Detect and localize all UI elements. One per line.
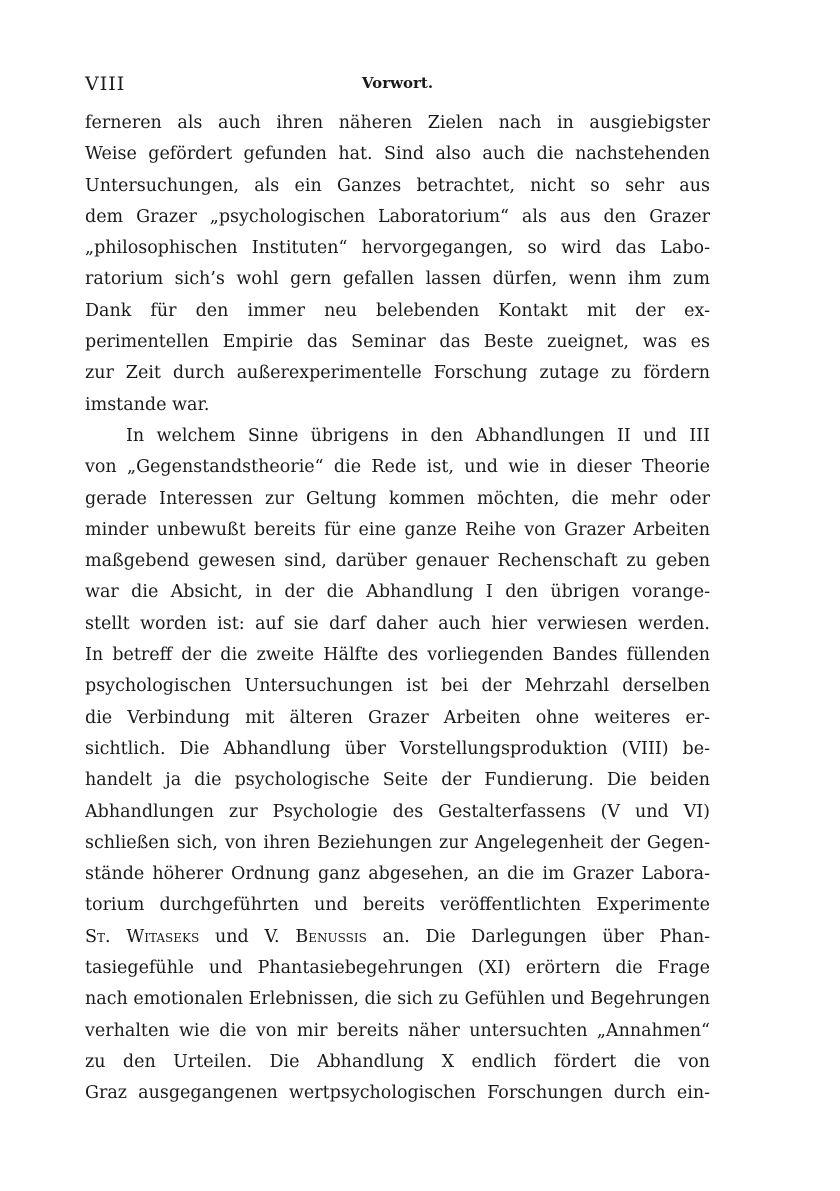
page-number: VIII: [85, 73, 126, 95]
text-line: „philosophischen Instituten“ hervorgegangen, so wird das Labo-: [85, 238, 710, 259]
text-line: Untersuchungen, als ein Ganzes betrachtet, nicht so sehr aus: [85, 175, 710, 196]
text-line: torium durchgeführten und bereits veröffentlichten Experimente: [85, 895, 710, 916]
text-line: nach emotionalen Erlebnissen, die sich zu Gefühlen und Begehrungen: [85, 989, 710, 1010]
text-line: zu den Urteilen. Die Abhandlung X endlich fördert die von: [85, 1051, 710, 1072]
running-head: [85, 73, 710, 95]
text-line: Dank für den immer neu belebenden Kontakt mit der ex-: [85, 300, 710, 321]
text-line: gerade Interessen zur Geltung kommen möchten, die mehr oder: [85, 488, 710, 509]
line-remainder: an. Die Darlegungen über Phan-: [366, 926, 710, 947]
text-line: stellt worden ist: auf sie darf daher auch hier verwiesen werden.: [85, 613, 710, 634]
paragraph-end-line: imstande war.: [85, 394, 210, 415]
running-title: Vorwort.: [361, 74, 434, 92]
paragraph-start-line: In welchem Sinne übrigens in den Abhandlungen II und III: [126, 425, 710, 446]
text-line: schließen sich, von ihren Beziehungen zur Angelegenheit der Gegen-: [85, 832, 710, 853]
text-line: Graz ausgegangenen wertpsychologischen Forschungen durch ein-: [85, 1083, 710, 1104]
text-line: dem Grazer „psychologischen Laboratorium“ als aus den Grazer: [85, 206, 710, 227]
text-line: tasiegefühle und Phantasiebegehrungen (XI) erörtern die Frage: [85, 958, 710, 979]
author-name-witasek: St. Witaseks: [85, 926, 200, 947]
text-line: In betreff der die zweite Hälfte des vorliegenden Bandes füllenden: [85, 645, 710, 666]
text-line: verhalten wie die von mir bereits näher untersuchten „Annahmen“: [85, 1020, 710, 1041]
text-line: die Verbindung mit älteren Grazer Arbeiten ohne weiteres er-: [85, 707, 710, 728]
text-line: war die Absicht, in der die Abhandlung I den übrigen vorange-: [85, 582, 710, 603]
text-line: von „Gegenstandstheorie“ die Rede ist, und wie in dieser Theorie: [85, 457, 710, 478]
text-line: Weise gefördert gefunden hat. Sind also auch die nachstehenden: [85, 144, 710, 165]
text-line: ratorium sich’s wohl gern gefallen lassen dürfen, wenn ihm zum: [85, 269, 710, 290]
text-line: perimentellen Empirie das Seminar das Beste zueignet, was es: [85, 332, 710, 353]
text-line: maßgebend gewesen sind, darüber genauer Rechenschaft zu geben: [85, 551, 710, 572]
text-line: psychologischen Untersuchungen ist bei der Mehrzahl derselben: [85, 676, 710, 697]
text-line: stände höherer Ordnung ganz abgesehen, an die im Grazer Labora-: [85, 864, 710, 885]
names-line: [85, 922, 710, 953]
text-line: minder unbewußt bereits für eine ganze Reihe von Grazer Arbeiten: [85, 519, 710, 540]
text-line: zur Zeit durch außerexperimentelle Forschung zutage zu fördern: [85, 363, 710, 384]
text-line: sichtlich. Die Abhandlung über Vorstellungsproduktion (VIII) be-: [85, 738, 710, 759]
author-name-benussi: V. Benussis: [264, 926, 367, 947]
body-text: [85, 108, 710, 1110]
conjunction: und: [199, 926, 265, 947]
text-line: ferneren als auch ihren näheren Zielen nach in ausgiebigster: [85, 113, 710, 133]
text-line: Abhandlungen zur Psychologie des Gestalterfassens (V und VI): [85, 801, 710, 822]
text-line: handelt ja die psychologische Seite der Fundierung. Die beiden: [85, 770, 710, 791]
